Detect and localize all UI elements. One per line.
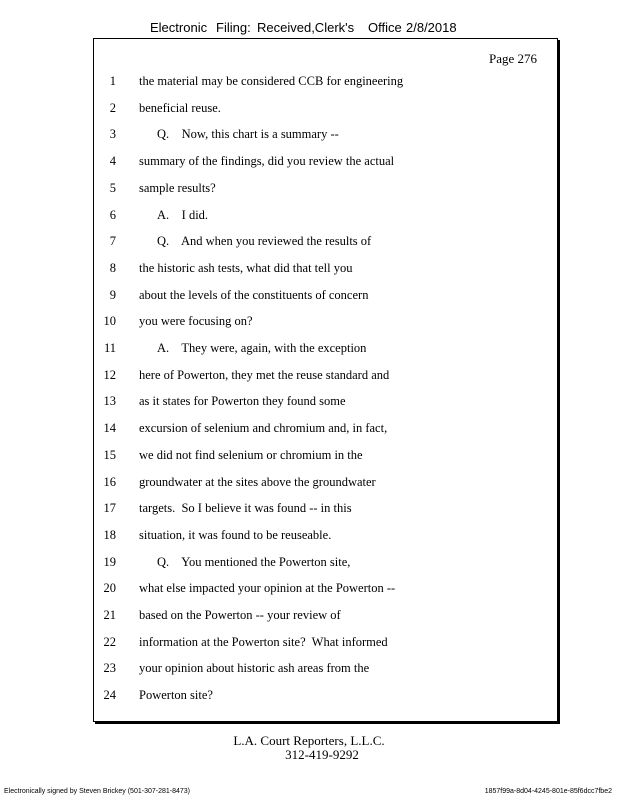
line-number: 22 [103,634,116,649]
line-text: the historic ash tests, what did that tell you [139,260,353,275]
transcript-line [94,288,557,308]
transcript-line [94,208,557,228]
line-number: 11 [103,341,116,355]
line-number: 18 [103,527,116,542]
header-word-office: Office [368,20,402,35]
line-text: beneficial reuse. [139,100,221,115]
line-number: 19 [103,554,116,569]
line-text: here of Powerton, they met the reuse standard and [139,367,390,382]
transcript-line [94,635,557,655]
transcript-line [94,475,557,495]
line-text: A. They were, again, with the exception [157,341,367,355]
line-number: 16 [103,474,116,489]
line-number: 21 [103,608,116,622]
line-text: based on the Powerton -- your review of [139,608,341,622]
transcript-line [94,661,557,681]
line-text: your opinion about historic ash areas from the [139,661,370,676]
line-number: 14 [103,421,116,436]
line-text: situation, it was found to be reuseable. [139,527,332,542]
header-word-date: 2/8/2018 [406,20,457,35]
footer-company: L.A. Court Reporters, L.L.C. [233,733,385,748]
line-text: Q. Now, this chart is a summary -- [157,127,339,142]
transcript-line [94,74,557,94]
page-number: Page 276 [488,51,537,66]
line-number: 15 [103,447,116,462]
line-number: 24 [103,688,116,703]
line-number: 9 [109,287,116,302]
filing-header [0,20,618,38]
transcript-line [94,581,557,601]
line-number: 7 [109,234,116,249]
line-number: 23 [103,661,116,676]
line-number: 17 [103,501,116,516]
line-text: information at the Powerton site? What informed [139,634,388,649]
transcript-line [94,501,557,521]
transcript-line [94,688,557,708]
document-hash: 1857f99a-8d04-4245-801e-85f6dcc7fbe2 [484,788,612,795]
transcript-line [94,261,557,281]
transcript-line [94,555,557,575]
line-text: Q. And when you reviewed the results of [157,234,372,249]
line-number: 5 [109,180,116,195]
transcript-page [93,38,558,722]
line-number: 6 [109,207,116,222]
transcript-line [94,394,557,414]
line-text: summary of the findings, did you review the actual [139,154,395,169]
line-number: 3 [109,127,116,142]
line-text: targets. So I believe it was found -- in this [139,501,352,516]
header-word-received: Received,Clerk's [257,20,355,35]
line-text: as it states for Powerton they found some [139,394,346,409]
transcript-line [94,341,557,361]
electronic-signature: Electronically signed by Steven Brickey (501-307-281-8473) [4,788,190,795]
footer-phone: 312-419-9292 [285,747,359,762]
line-text: Powerton site? [139,688,213,703]
line-text: the material may be considered CCB for engineering [139,74,404,88]
line-text: groundwater at the sites above the groundwater [139,474,376,489]
line-number: 10 [103,314,116,329]
line-number: 2 [109,100,116,115]
transcript-line [94,127,557,147]
line-text: you were focusing on? [139,314,253,329]
transcript-line [94,528,557,548]
line-text: what else impacted your opinion at the Powerton -- [139,581,396,596]
line-text: excursion of selenium and chromium and, in fact, [139,421,388,436]
transcript-line [94,181,557,201]
line-number: 13 [103,394,116,409]
line-text: sample results? [139,180,216,195]
transcript-line [94,314,557,334]
transcript-line [94,234,557,254]
header-word-electronic: Electronic [150,20,208,35]
transcript-line [94,101,557,121]
transcript-line [94,448,557,468]
transcript-line [94,608,557,628]
transcript-line [94,368,557,388]
line-number: 8 [109,260,116,275]
line-number: 4 [109,154,116,169]
line-text: Q. You mentioned the Powerton site, [157,554,351,569]
line-text: A. I did. [157,207,209,222]
line-text: about the levels of the constituents of concern [139,287,369,302]
line-number: 1 [109,74,116,88]
transcript-line [94,421,557,441]
line-number: 20 [103,581,116,596]
line-text: we did not find selenium or chromium in the [139,447,363,462]
line-number: 12 [103,367,116,382]
header-word-filing: Filing: [216,20,251,35]
transcript-line [94,154,557,174]
